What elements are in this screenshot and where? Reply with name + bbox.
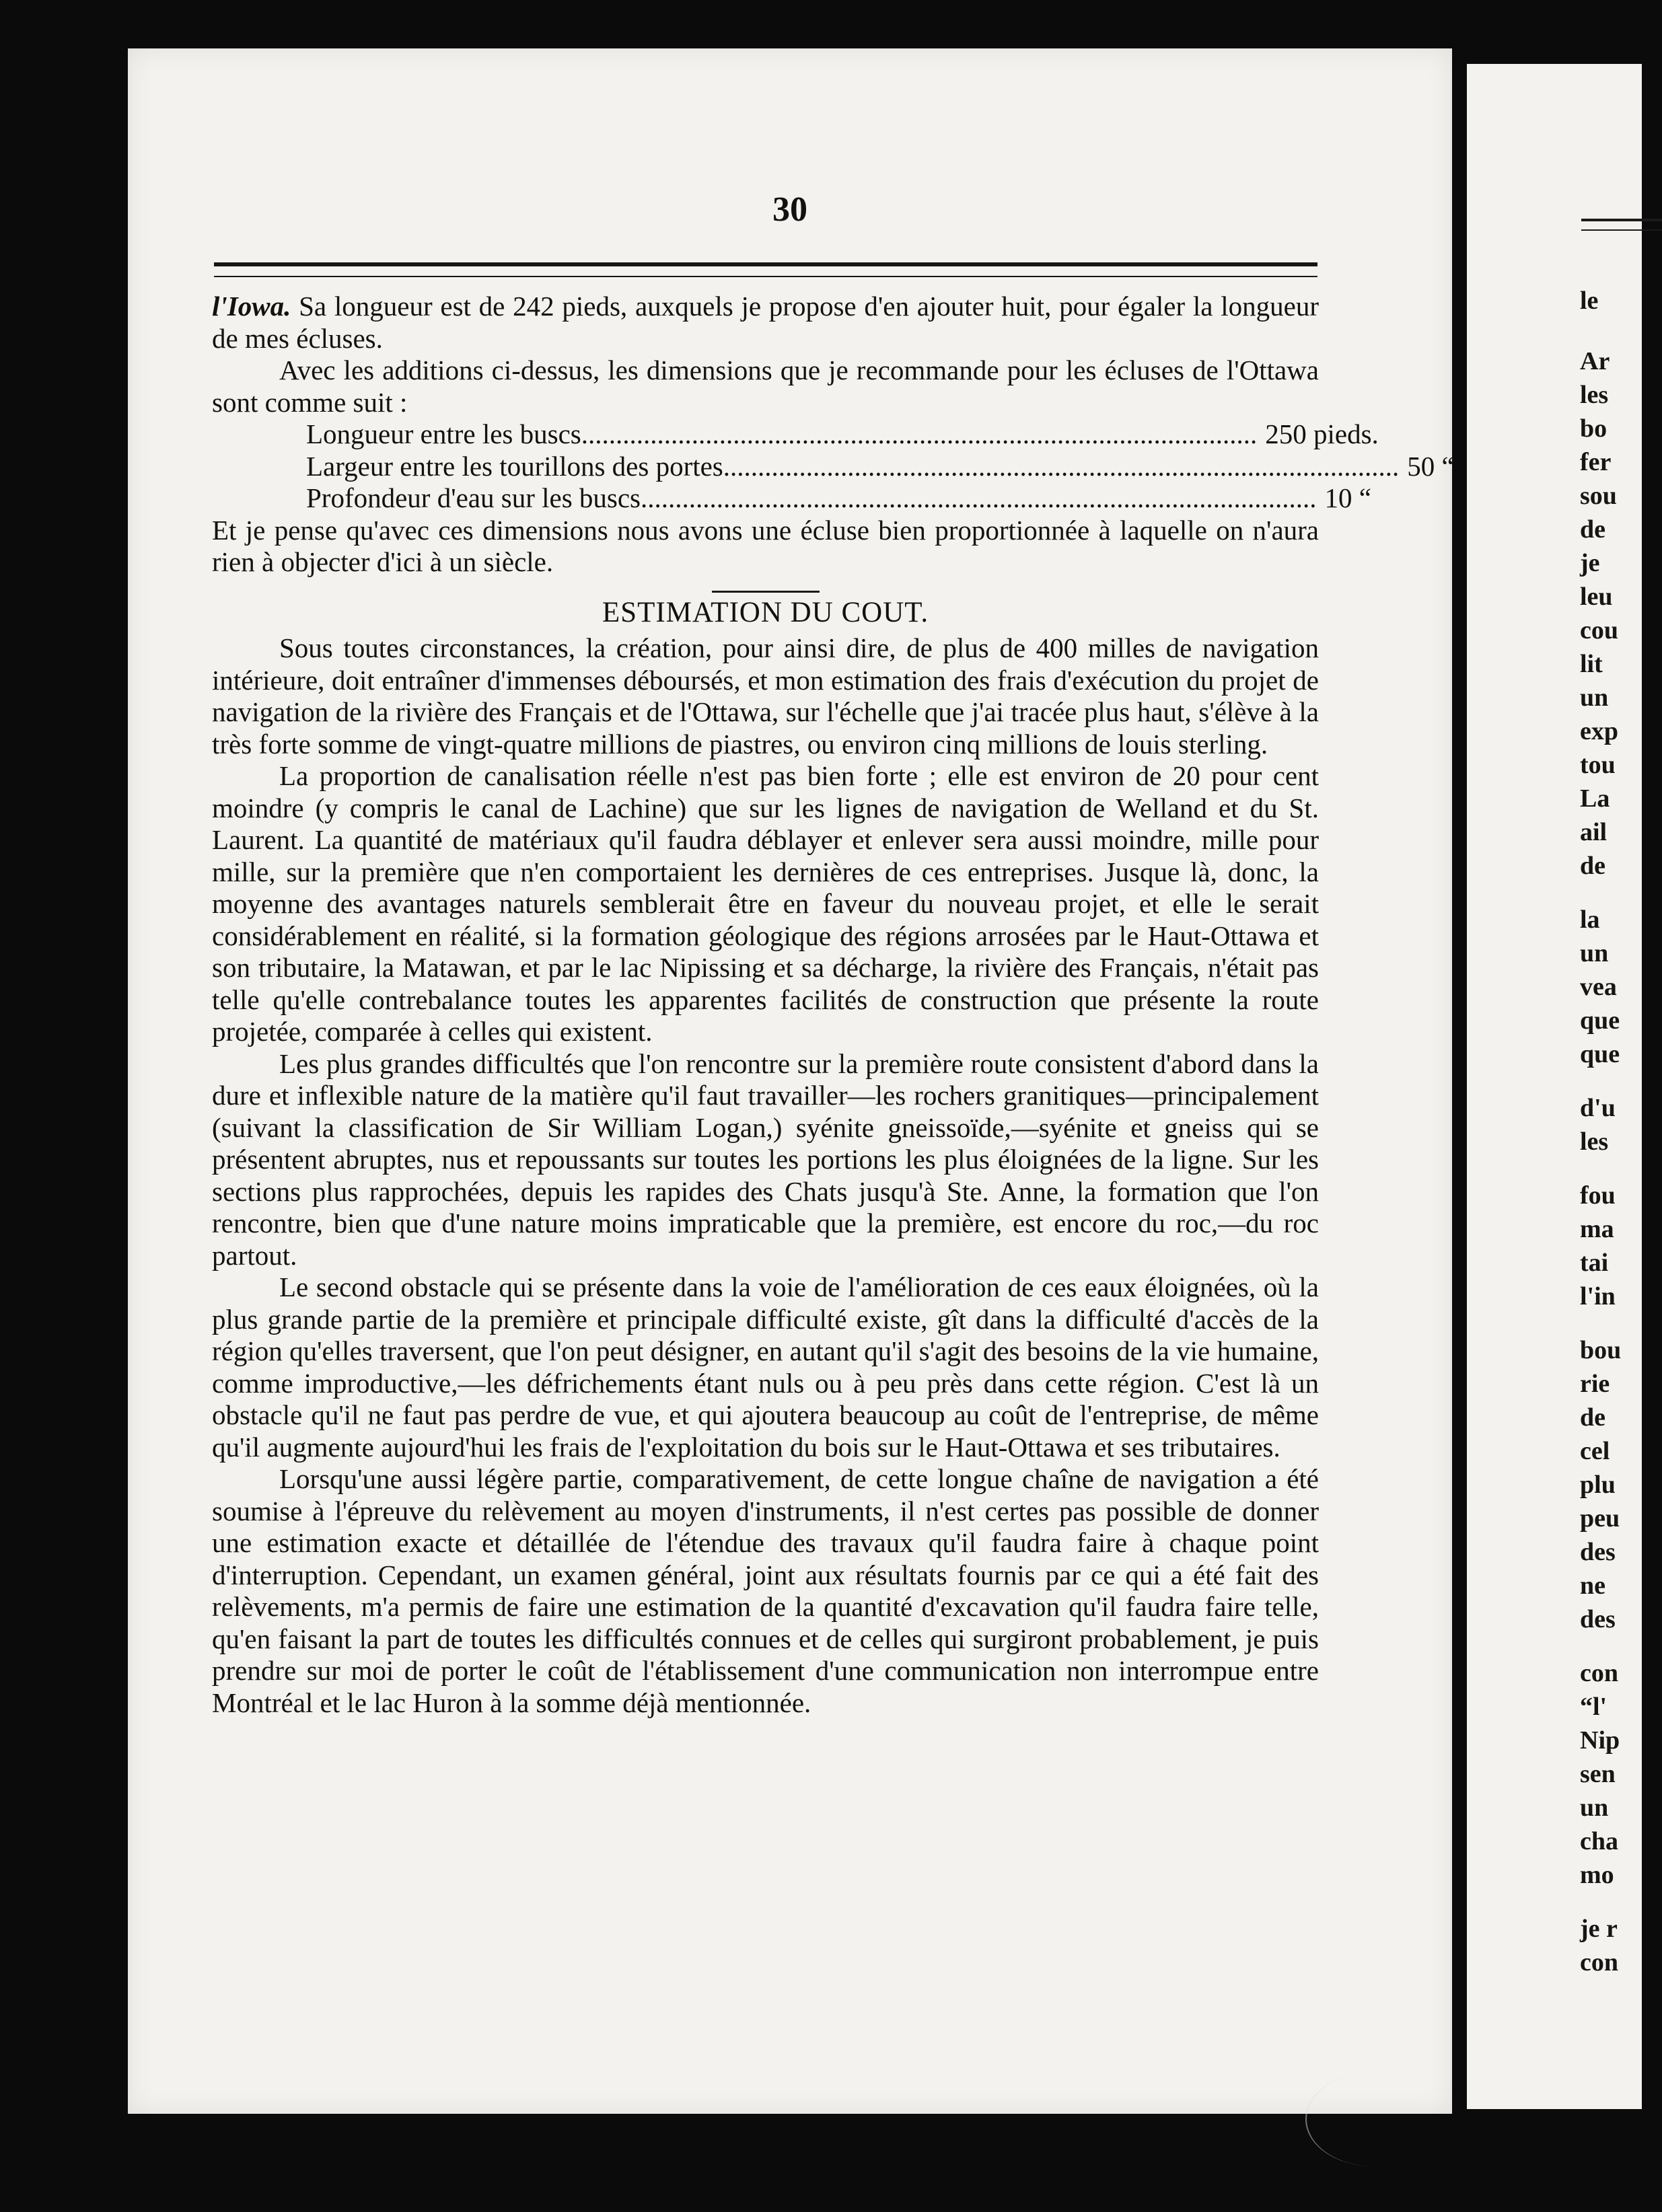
facing-page-fragment: le [1580, 287, 1599, 315]
dimension-label: Largeur entre les tourillons des portes [306, 450, 723, 482]
facing-page-fragment: cha [1580, 1827, 1618, 1855]
facing-page-fragment: de [1580, 515, 1605, 544]
header-rule [214, 262, 1317, 277]
facing-page-fragment: mo [1580, 1861, 1614, 1889]
facing-page-fragment: la [1580, 906, 1600, 934]
facing-page-rule [1581, 219, 1662, 231]
leader-dots: .................................................................................................. [723, 450, 1400, 482]
facing-page-fragment: leu [1580, 583, 1613, 611]
facing-page-fragment: ne [1580, 1572, 1605, 1600]
page-text [212, 291, 1454, 1719]
facing-page-fragment: bo [1580, 414, 1607, 443]
facing-page-fragment: rie [1580, 1370, 1610, 1398]
dimension-row [306, 418, 1379, 451]
facing-page-fragment: des [1580, 1538, 1616, 1566]
paragraph-1-text: Sa longueur est de 242 pieds, auxquels je propose d'en ajouter huit, pour égaler la longueur de mes écluses. [212, 291, 1319, 354]
book-page [128, 48, 1452, 2114]
leader-dots: .................................................................................................. [641, 482, 1317, 513]
page-stain [1305, 2072, 1441, 2166]
facing-page-fragment: sou [1580, 482, 1617, 510]
page-number: 30 [772, 190, 807, 229]
facing-page-fragment: con [1580, 1948, 1618, 1977]
dimension-value: 10 “ [1324, 482, 1371, 513]
facing-page-fragment: “l' [1580, 1693, 1607, 1721]
facing-page-fragment: les [1580, 381, 1609, 409]
dimension-row [306, 482, 1371, 515]
facing-page-fragment: sen [1580, 1760, 1616, 1788]
facing-page-edge [1467, 64, 1642, 2109]
facing-page-fragment: peu [1580, 1504, 1620, 1533]
facing-page-fragment: que [1580, 1040, 1620, 1068]
facing-page-fragment: cel [1580, 1437, 1610, 1465]
facing-page-fragment: fer [1580, 448, 1612, 476]
facing-page-fragment: un [1580, 939, 1609, 967]
dimension-label: Longueur entre les buscs [306, 418, 581, 449]
facing-page-fragment: exp [1580, 717, 1618, 745]
paragraph-4: Sous toutes circonstances, la création, pour ainsi dire, de plus de 400 milles de navigation intérieure, doit entraîner d'immenses déboursés, et mon estimation des frais d'exécution du projet de navigation de la rivière des Français et de l'Ottawa, sur l'échelle que j'ai tracée plus haut, s'élève à la très forte somme de vingt-quatre millions de piastres, ou environ cinq millions de louis sterling. [212, 632, 1319, 760]
facing-page-fragment: les [1580, 1128, 1609, 1156]
section-divider [712, 591, 820, 593]
facing-page-fragment: que [1580, 1006, 1620, 1035]
facing-page-fragment: vea [1580, 973, 1617, 1001]
facing-page-fragment: des [1580, 1605, 1616, 1633]
facing-page-fragment: un [1580, 1794, 1609, 1822]
dimension-value: 50 “ [1407, 450, 1454, 482]
dimension-row [306, 450, 1454, 483]
facing-page-fragment: con [1580, 1659, 1618, 1687]
paragraph-2: Avec les additions ci-dessus, les dimensions que je recommande pour les écluses de l'Ottawa sont comme suit : [212, 355, 1319, 418]
facing-page-fragment: je r [1580, 1915, 1618, 1943]
paragraph-3: Et je pense qu'avec ces dimensions nous avons une écluse bien proportionnée à laquelle on n'aura rien à objecter d'ici à un siècle. [212, 514, 1319, 577]
section-heading: ESTIMATION DU COUT. [602, 596, 929, 628]
facing-page-fragment: tou [1580, 751, 1616, 779]
facing-page-fragment: La [1580, 784, 1610, 813]
facing-page-fragment: Ar [1580, 347, 1610, 375]
facing-page-fragment: de [1580, 852, 1605, 880]
paragraph-7: Le second obstacle qui se présente dans la voie de l'amélioration de ces eaux éloignées, où la plus grande partie de la première et principale difficulté existe, gît dans la difficulté d'accès de la région qu'elles traversent, que l'on peut désigner, en autant qu'il s'agit des besoins de la vie humaine, comme improductive,—les défrichements étant nuls ou à peu près dans cette région. C'est là un obstacle qu'il ne faut pas perdre de vue, et qui ajoutera beaucoup au coût de l'entreprise, de même qu'il augmente aujourd'hui les frais de l'exploitation du bois sur le Haut-Ottawa et ses tributaires. [212, 1271, 1319, 1463]
facing-page-fragment: Nip [1580, 1726, 1620, 1755]
facing-page-fragment: plu [1580, 1471, 1616, 1499]
facing-page-fragment: cou [1580, 616, 1618, 644]
facing-page-fragment: de [1580, 1403, 1605, 1432]
paragraph-1 [212, 291, 1319, 355]
leader-dots: .................................................................................................. [581, 418, 1258, 449]
facing-page-fragment: ma [1580, 1215, 1614, 1243]
paragraph-5: La proportion de canalisation réelle n'est pas bien forte ; elle est environ de 20 pour cent moindre (y compris le canal de Lachine) que sur les lignes de navigation de Welland et du St. Laurent. La quantité de matériaux qu'il faudra déblayer et enlever sera aussi moindre, mille pour mille, sur la première que n'en comportaient les dernières de ces entreprises. Jusque là, donc, la moyenne des avantages naturels semblerait être en faveur du nouveau projet, et elle le serait considérablement en réalité, si la formation géologique des régions arrosées par le Haut-Ottawa et son tributaire, la Matawan, et par le lac Nipissing et sa décharge, la rivière des Français, n'était pas telle qu'elle contrebalance toutes les apparentes facilités de construction que présente la route projetée, comparée à celles qui existent. [212, 760, 1319, 1047]
facing-page-fragment: je [1580, 549, 1600, 577]
facing-page-fragment: lit [1580, 650, 1603, 678]
italic-word: l'Iowa. [212, 291, 291, 322]
facing-page-fragment: l'in [1580, 1282, 1616, 1311]
facing-page-fragment: un [1580, 684, 1609, 712]
dimension-label: Profondeur d'eau sur les buscs [306, 482, 641, 513]
facing-page-fragment: ail [1580, 818, 1607, 846]
paragraph-6: Les plus grandes difficultés que l'on rencontre sur la première route consistent d'abord dans la dure et inflexible nature de la matière qu'il faut travailler—les rochers granitiques—principalement (suivant la classification de Sir William Logan,) syénite gneissoïde,—syénite et gneiss qui se présentent abruptes, nus et repoussants sur toutes les portions les plus éloignées de la ligne. Sur les sections plus rapprochées, depuis les rapides des Chats jusqu'à Ste. Anne, la formation que l'on rencontre, bien que d'une nature moins impraticable que la première, est encore du roc,—du roc partout. [212, 1047, 1319, 1271]
facing-page-fragment: bou [1580, 1336, 1622, 1364]
facing-page-fragment: d'u [1580, 1094, 1616, 1122]
facing-page-fragment: fou [1580, 1181, 1616, 1210]
dimension-value: 250 pieds. [1265, 418, 1379, 449]
paragraph-8: Lorsqu'une aussi légère partie, comparativement, de cette longue chaîne de navigation a été soumise à l'épreuve du relèvement au moyen d'instruments, il n'est certes pas possible de donner une estimation exacte et détaillée de l'étendue des travaux qu'il faudra faire à chaque point d'interruption. Cependant, un examen général, joint aux résultats fournis par ce qui a été fait des relèvements, m'a permis de faire une estimation de la quantité d'excavation qu'il faudra faire telle, qu'en faisant la part de toutes les difficultés connues et de celles qui surgiront probablement, je puis prendre sur moi de porter le coût de l'établissement d'une communication non interrompue entre Montréal et le lac Huron à la somme déjà mentionnée. [212, 1463, 1319, 1718]
facing-page-fragment: tai [1580, 1249, 1609, 1277]
